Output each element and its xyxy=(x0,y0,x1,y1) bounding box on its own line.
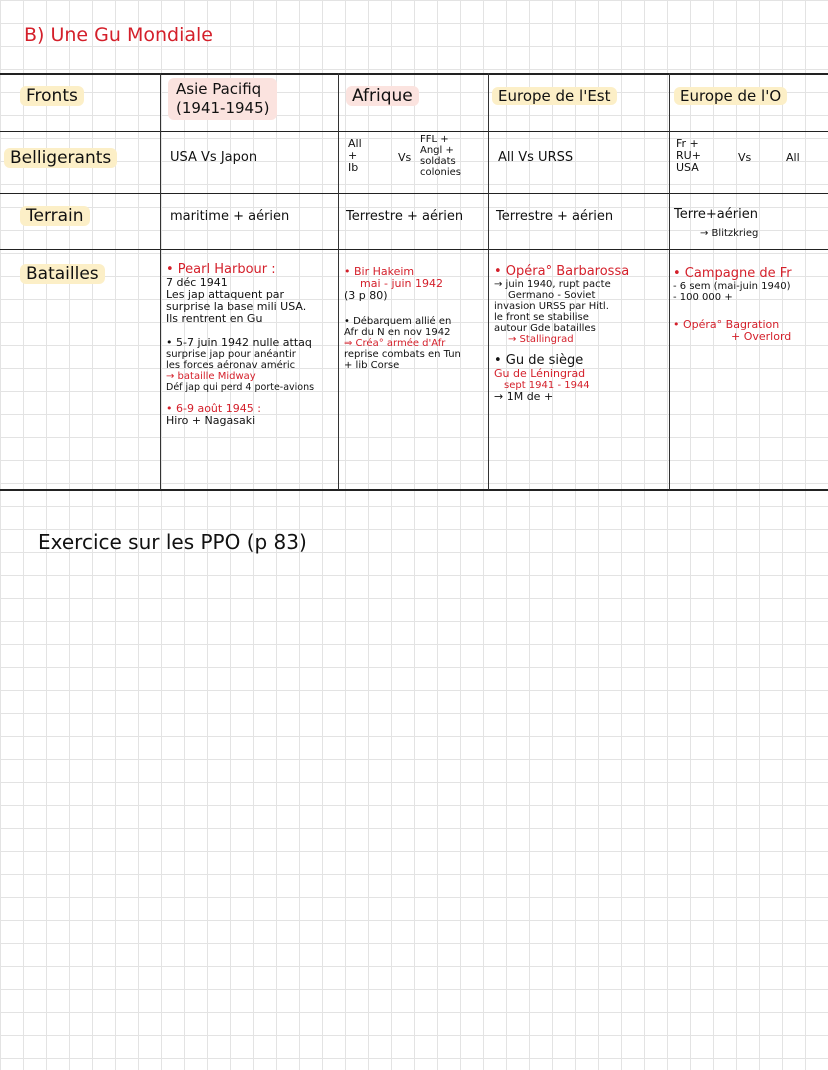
terrain-est: Terrestre + aérien xyxy=(496,209,614,224)
bellig-afrique-left: All + Ib xyxy=(348,137,362,174)
row-divider xyxy=(0,249,828,250)
bellig-asie: USA Vs Japon xyxy=(170,150,258,165)
est-batailles: • Opéra° Barbarossa → juin 1940, rupt pacte Germano - Soviet invasion URSS par Hitl. le front se stabilise autour Gde batailles → Stallingrad • Gu de siège Gu de Léningrad sept 1941 - 1944 → 1M de + xyxy=(494,264,630,403)
header-afrique: Afrique xyxy=(346,86,419,106)
table-top-border xyxy=(0,73,828,75)
terrain-afrique: Terrestre + aérien xyxy=(346,209,464,224)
bellig-est: All Vs URSS xyxy=(498,150,574,165)
bellig-ouest-vs: Vs xyxy=(738,151,752,164)
bellig-afrique-right: FFL + Angl + soldats colonies xyxy=(420,134,461,178)
terrain-ouest-sub: → Blitzkrieg xyxy=(700,228,759,239)
ouest-batailles: • Campagne de Fr - 6 sem (mai-juin 1940) - 100 000 + • Opéra° Bagration + Overlord xyxy=(673,266,792,343)
bellig-ouest-left: Fr + RU+ USA xyxy=(676,137,701,174)
column-divider xyxy=(488,73,489,490)
asie-batailles: • Pearl Harbour : 7 déc 1941 Les jap attaquent par surprise la base mili USA. Ils rentrent en Gu • 5-7 juin 1942 nulle attaq surprise jap pour anéantir les forces aéronav améric → bataille Midway Déf jap qui perd 4 porte-avions • 6-9 août 1945 : Hiro + Nagasaki xyxy=(166,262,315,427)
terrain-asie: maritime + aérien xyxy=(170,209,290,224)
label-batailles: Batailles xyxy=(20,264,105,284)
bellig-ouest-right: All xyxy=(786,151,800,164)
terrain-ouest: Terre+aérien xyxy=(674,207,758,222)
page-title: B) Une Gu Mondiale xyxy=(24,24,213,46)
header-europe-est: Europe de l'Est xyxy=(492,87,617,105)
bellig-afrique-vs: Vs xyxy=(398,151,412,164)
column-divider xyxy=(669,73,670,490)
header-fronts: Fronts xyxy=(20,86,84,106)
header-asie: Asie Pacifiq (1941-1945) xyxy=(168,78,277,120)
label-belligerants: Belligerants xyxy=(4,148,117,168)
table-bottom-border xyxy=(0,489,828,491)
column-divider xyxy=(160,73,161,490)
row-divider xyxy=(0,131,828,132)
afrique-batailles: • Bir Hakeim mai - juin 1942 (3 p 80) • Débarquem allié en Afr du N en nov 1942 ⇒ Créa° armée d'Afr reprise combats en Tun + lib Corse xyxy=(344,265,461,371)
exercise-heading: Exercice sur les PPO (p 83) xyxy=(38,530,307,554)
column-divider xyxy=(338,73,339,490)
header-europe-ouest: Europe de l'O xyxy=(674,87,787,105)
label-terrain: Terrain xyxy=(20,206,90,226)
row-divider xyxy=(0,193,828,194)
